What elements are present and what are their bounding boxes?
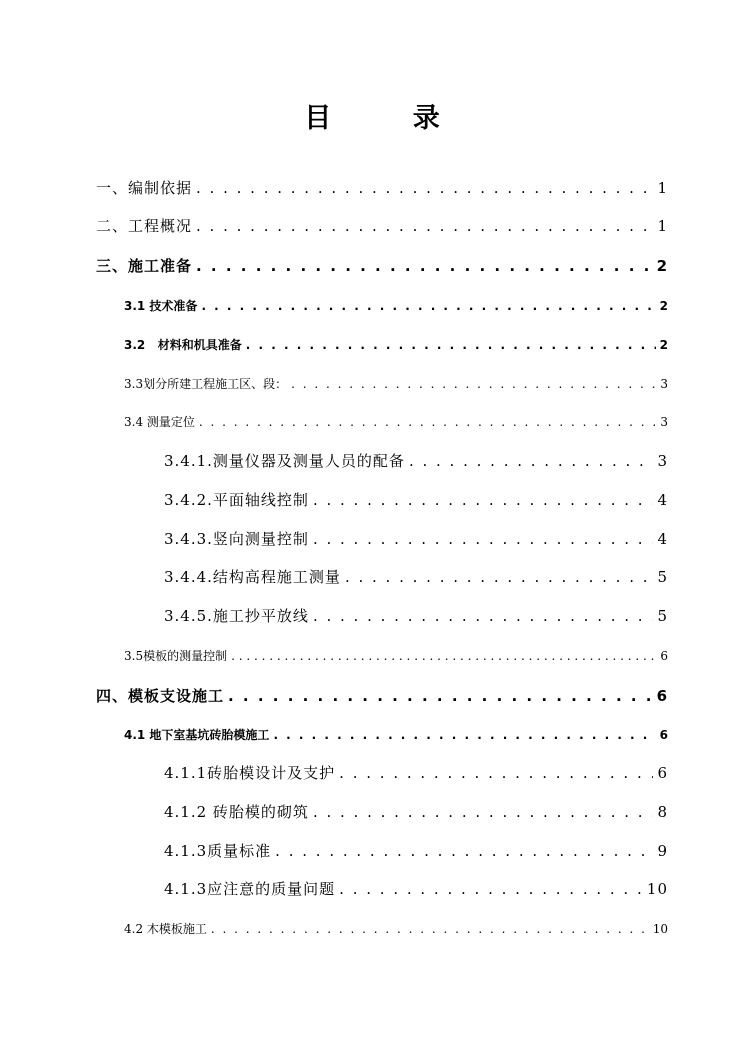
- toc-entry[interactable]: [164, 566, 668, 587]
- toc-entry[interactable]: [96, 255, 668, 276]
- toc-entry-label: 3.4.3.竖向测量控制: [164, 530, 309, 548]
- toc-entry[interactable]: [124, 647, 668, 664]
- toc-entry-page: 6: [659, 728, 668, 742]
- toc-entry[interactable]: [96, 177, 668, 198]
- toc-entry[interactable]: [124, 297, 668, 314]
- toc-entry-label: 三、施工准备: [96, 257, 193, 275]
- toc-entry-page: 10: [646, 880, 668, 898]
- toc-entry[interactable]: [96, 215, 668, 236]
- toc-leader: [409, 452, 654, 470]
- toc-entry[interactable]: [96, 685, 668, 706]
- toc-leader: [228, 687, 653, 705]
- toc-entry-page: 5: [657, 568, 668, 586]
- toc-leader: [201, 299, 655, 313]
- toc-entry-page: 5: [657, 607, 668, 625]
- toc-entry[interactable]: [164, 801, 668, 822]
- toc-entry-label: 3.4.5.施工抄平放线: [164, 607, 309, 625]
- toc-entry[interactable]: [124, 375, 668, 392]
- toc-entry-label: 一、编制依据: [96, 179, 193, 197]
- toc-entry-page: 9: [657, 842, 668, 860]
- toc-entry-page: 2: [656, 257, 668, 275]
- toc-entry[interactable]: [164, 840, 668, 861]
- toc-entry-label: 4.1.3应注意的质量问题: [164, 880, 336, 898]
- toc-entry-page: 8: [657, 803, 668, 821]
- toc-leader: [211, 922, 649, 936]
- toc-entry[interactable]: [124, 726, 668, 743]
- toc-entry-label: 3.2 材料和机具准备: [124, 338, 242, 352]
- toc-entry[interactable]: [124, 336, 668, 353]
- toc-entry-page: 2: [659, 299, 668, 313]
- toc-entry-label: 3.4.1.测量仪器及测量人员的配备: [164, 452, 405, 470]
- toc-leader: [313, 803, 654, 821]
- toc-entry-page: 3: [657, 452, 668, 470]
- toc-entry-page: 6: [657, 764, 668, 782]
- toc-leader: [291, 377, 656, 391]
- toc-entry-label: 四、模板支设施工: [96, 687, 225, 705]
- toc-entry-label: 4.1.2 砖胎模的砌筑: [164, 803, 309, 821]
- toc-entry[interactable]: [164, 450, 668, 471]
- toc-leader: [313, 530, 654, 548]
- toc-entry-label: 3.4.2.平面轴线控制: [164, 491, 309, 509]
- toc-entry-page: 6: [656, 687, 668, 705]
- toc-entry[interactable]: [164, 605, 668, 626]
- toc-entry[interactable]: [164, 878, 668, 899]
- toc-entry-label: 4.1.1砖胎模设计及支护: [164, 764, 336, 782]
- toc-entry-label: 3.4 测量定位: [124, 415, 195, 429]
- toc-leader: [345, 568, 654, 586]
- toc-entry-label: 3.3划分所建工程施工区、段：: [124, 377, 288, 391]
- toc-leader: [196, 179, 653, 197]
- toc-leader: [313, 491, 654, 509]
- toc-leader: [196, 257, 653, 275]
- toc-leader: [313, 607, 654, 625]
- toc-leader: [246, 338, 656, 352]
- toc-entry-label: 3.4.4.结构高程施工测量: [164, 568, 341, 586]
- toc-entry-label: 4.1 地下室基坑砖胎模施工: [124, 728, 270, 742]
- toc-entry-label: 4.1.3质量标准: [164, 842, 272, 860]
- toc-entry-label: 3.1 技术准备: [124, 299, 198, 313]
- toc-entry-page: 3: [660, 377, 668, 391]
- toc-leader: [199, 415, 656, 429]
- toc-entry-label: 3.5模板的测量控制: [124, 649, 228, 663]
- toc-entry-page: 4: [657, 491, 668, 509]
- toc-entry-page: 6: [660, 649, 668, 663]
- toc-entry[interactable]: [124, 413, 668, 430]
- toc-leader: [196, 217, 653, 235]
- toc-entry[interactable]: [164, 489, 668, 510]
- toc-entry[interactable]: [164, 528, 668, 549]
- toc-entry-page: 2: [659, 338, 668, 352]
- toc-leader: [273, 728, 655, 742]
- toc-entry[interactable]: [124, 920, 668, 937]
- toc-entry-page: 1: [657, 217, 668, 235]
- toc-entry-page: 10: [652, 922, 668, 936]
- page-title: 目 录: [304, 103, 476, 134]
- toc-entry-page: 3: [660, 415, 668, 429]
- toc-entry-page: 4: [657, 530, 668, 548]
- toc-leader: [339, 764, 653, 782]
- toc-leader: [275, 842, 653, 860]
- toc-entry[interactable]: [164, 762, 668, 783]
- toc-leader: [231, 649, 656, 663]
- toc-leader: [339, 880, 643, 898]
- toc-entry-label: 二、工程概况: [96, 217, 193, 235]
- toc-entry-label: 4.2 木模板施工: [124, 922, 207, 936]
- toc-entry-page: 1: [657, 179, 668, 197]
